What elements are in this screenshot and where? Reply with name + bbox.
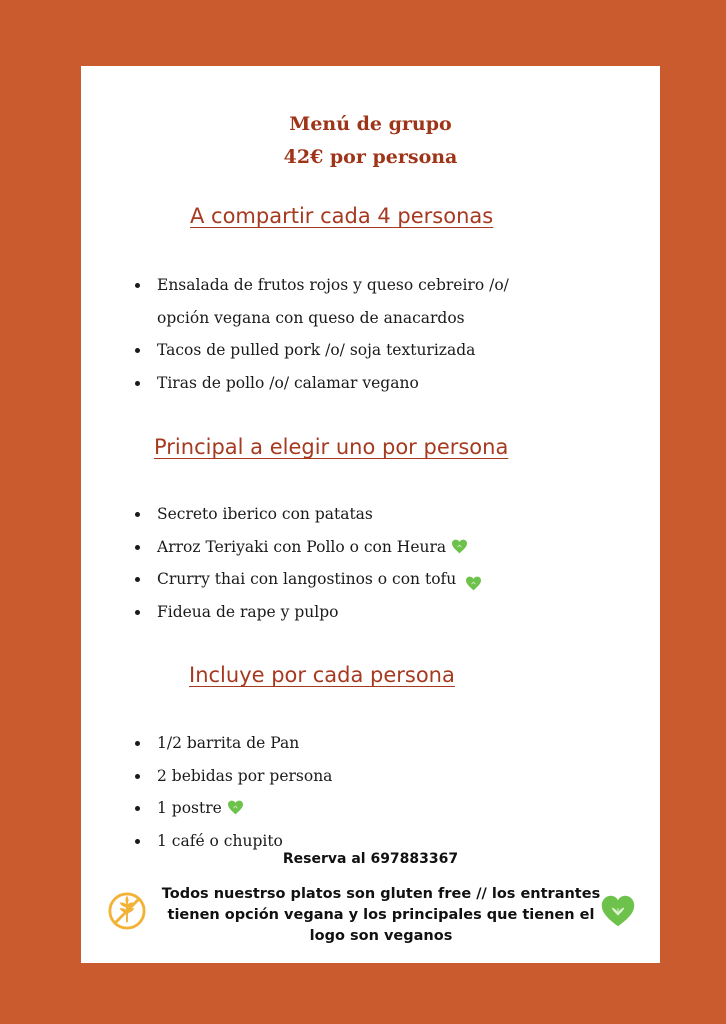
includes-list (126, 727, 332, 857)
list-item-text: Secreto iberico con patatas (157, 505, 373, 523)
list-item (126, 563, 482, 596)
list-item (126, 727, 332, 760)
list-item (126, 531, 482, 564)
vegan-heart-icon (451, 539, 468, 554)
list-item (126, 269, 509, 334)
list-item (126, 334, 509, 367)
vegan-heart-icon (227, 800, 244, 815)
menu-card (81, 66, 660, 963)
list-item (126, 792, 332, 825)
section-heading-main: Principal a elegir uno por persona (154, 435, 509, 459)
gluten-free-icon (108, 892, 146, 930)
section-heading-share: A compartir cada 4 personas (190, 204, 494, 228)
list-item-text: Arroz Teriyaki con Pollo o con Heura (157, 537, 447, 556)
vegan-logo-icon (600, 893, 636, 929)
main-list (126, 498, 482, 628)
list-item-text: 1 postre (157, 799, 222, 817)
list-item-text: 1 café o chupito (157, 831, 283, 850)
list-item-text: Tacos de pulled pork /o/ soja texturizada (157, 341, 476, 359)
list-item-text: Fideua de rape y pulpo (157, 602, 339, 621)
list-item-text: Crurry thai con langostinos o con tofu (157, 570, 457, 588)
menu-title: Menú de grupo (289, 113, 452, 135)
section-heading-includes: Incluye por cada persona (189, 663, 455, 687)
list-item (126, 367, 509, 400)
list-item (126, 760, 332, 793)
reservation-phone: Reserva al 697883367 (282, 851, 459, 867)
list-item-text: Tiras de pollo /o/ calamar vegano (157, 373, 419, 392)
list-item-text-continued: opción vegana con queso de anacardos (157, 308, 465, 327)
vegan-heart-icon (465, 576, 482, 591)
list-item-text: 2 bebidas por persona (157, 766, 333, 785)
share-list (126, 269, 509, 399)
list-item (126, 498, 482, 531)
menu-price: 42€ por persona (283, 146, 458, 168)
footer-note: Todos nuestrso platos son gluten free // los entrantes tienen opción vegana y los principales que tienen el logo son veganos (161, 886, 601, 944)
list-item (126, 596, 482, 629)
list-item-text: 1/2 barrita de Pan (157, 734, 300, 752)
list-item-text: Ensalada de frutos rojos y queso cebreiro /o/ (157, 276, 509, 294)
